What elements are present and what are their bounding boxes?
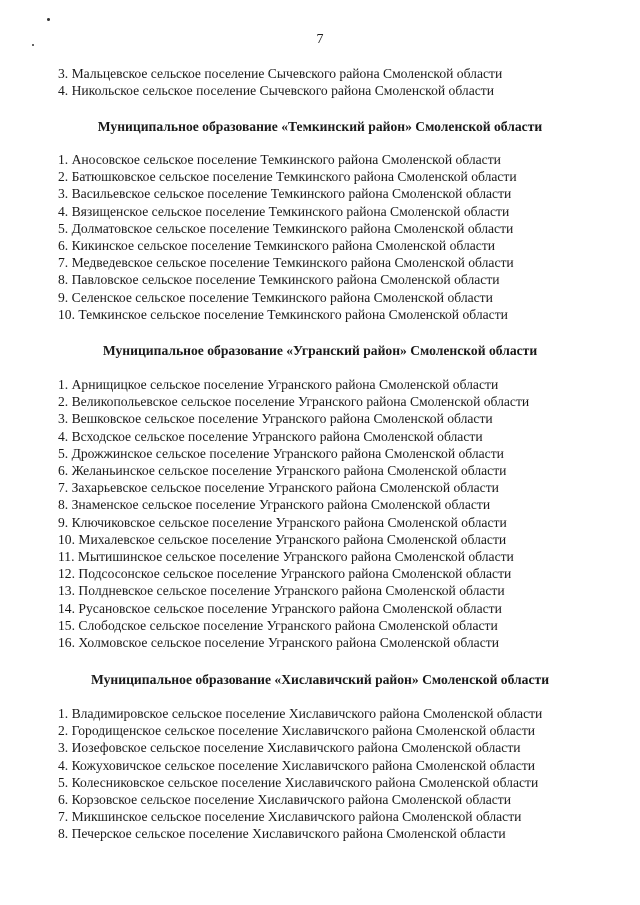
list-item: 4. Вязищенское сельское поселение Темкинского района Смоленской области: [58, 203, 510, 219]
list-item: 5. Долматовское сельское поселение Темкинского района Смоленской области: [58, 220, 514, 236]
continued-list-item: 3. Мальцевское сельское поселение Сычевского района Смоленской области: [58, 66, 503, 81]
list-item: 12. Подсосонское сельское поселение Угранского района Смоленской области: [58, 566, 512, 582]
list-item: 4. Кожуховичское сельское поселение Хиславичского района Смоленской области: [58, 757, 536, 773]
list-item: 1. Владимировское сельское поселение Хиславичского района Смоленской области: [58, 706, 543, 721]
list-item: 3. Иозефовское сельское поселение Хиславичского района Смоленской области: [58, 740, 521, 756]
list-item: 15. Слободское сельское поселение Угранского района Смоленской области: [58, 617, 498, 633]
list-item: 9. Селенское сельское поселение Темкинского района Смоленской области: [58, 289, 493, 305]
list-item: 3. Васильевское сельское поселение Темкинского района Смоленской области: [58, 186, 512, 202]
list-item: 1. Аносовское сельское поселение Темкинского района Смоленской области: [58, 152, 501, 167]
list-item: 11. Мытишинское сельское поселение Угранского района Смоленской области: [58, 549, 514, 565]
list-item: 3. Вешковское сельское поселение Угранского района Смоленской области: [58, 411, 493, 427]
page-number: 7: [316, 32, 324, 47]
list-item: 6. Кикинское сельское поселение Темкинского района Смоленской области: [58, 238, 496, 254]
list-item: 2. Батюшковское сельское поселение Темкинского района Смоленской области: [58, 169, 517, 185]
section-heading-temkinsky: Муниципальное образование «Темкинский район» Смоленской области: [97, 119, 543, 134]
list-item: 7. Захарьевское сельское поселение Угранского района Смоленской области: [58, 480, 499, 496]
list-item: 8. Павловское сельское поселение Темкинского района Смоленской области: [58, 272, 500, 288]
list-item: 4. Всходское сельское поселение Угранского района Смоленской области: [58, 428, 483, 444]
list-item: 13. Полдневское сельское поселение Угранского района Смоленской области: [58, 583, 505, 599]
list-item: 8. Знаменское сельское поселение Угранского района Смоленской области: [58, 497, 491, 513]
list-item: 8. Печерское сельское поселение Хиславичского района Смоленской области: [58, 826, 506, 842]
scan-speck: [47, 18, 50, 21]
list-item: 14. Русановское сельское поселение Угранского района Смоленской области: [58, 600, 502, 616]
list-item: 7. Микшинское сельское поселение Хиславичского района Смоленской области: [58, 809, 522, 825]
list-item: 10. Михалевское сельское поселение Угранского района Смоленской области: [58, 531, 507, 547]
list-item: 6. Корзовское сельское поселение Хиславичского района Смоленской области: [58, 792, 512, 808]
continued-list-item: 4. Никольское сельское поселение Сычевского района Смоленской области: [58, 83, 494, 98]
list-item: 5. Колесниковское сельское поселение Хиславичского района Смоленской области: [58, 774, 539, 790]
list-item: 5. Дрожжинское сельское поселение Угранского района Смоленской области: [58, 445, 504, 461]
settlement-list-hislavichsky: [58, 705, 542, 843]
section-heading-ugransky: Муниципальное образование «Угранский район» Смоленской области: [102, 343, 538, 358]
list-item: 6. Желаньинское сельское поселение Угранского района Смоленской области: [58, 463, 507, 479]
list-item: 1. Арнищицкое сельское поселение Угранского района Смоленской области: [58, 377, 499, 392]
list-item: 2. Великопольевское сельское поселение Угранского района Смоленской области: [58, 394, 530, 410]
list-item: 16. Холмовское сельское поселение Угранского района Смоленской области: [58, 635, 499, 651]
settlement-list-ugransky: [58, 376, 529, 651]
section-heading-hislavichsky: Муниципальное образование «Хиславичский район» Смоленской области: [90, 672, 550, 687]
settlement-list-temkinsky: [58, 151, 517, 323]
list-item: 2. Городищенское сельское поселение Хиславичского района Смоленской области: [58, 723, 536, 739]
list-item: 7. Медведевское сельское поселение Темкинского района Смоленской области: [58, 255, 514, 271]
list-item: 9. Ключиковское сельское поселение Угранского района Смоленской области: [58, 514, 507, 530]
list-item: 10. Темкинское сельское поселение Темкинского района Смоленской области: [58, 306, 508, 322]
